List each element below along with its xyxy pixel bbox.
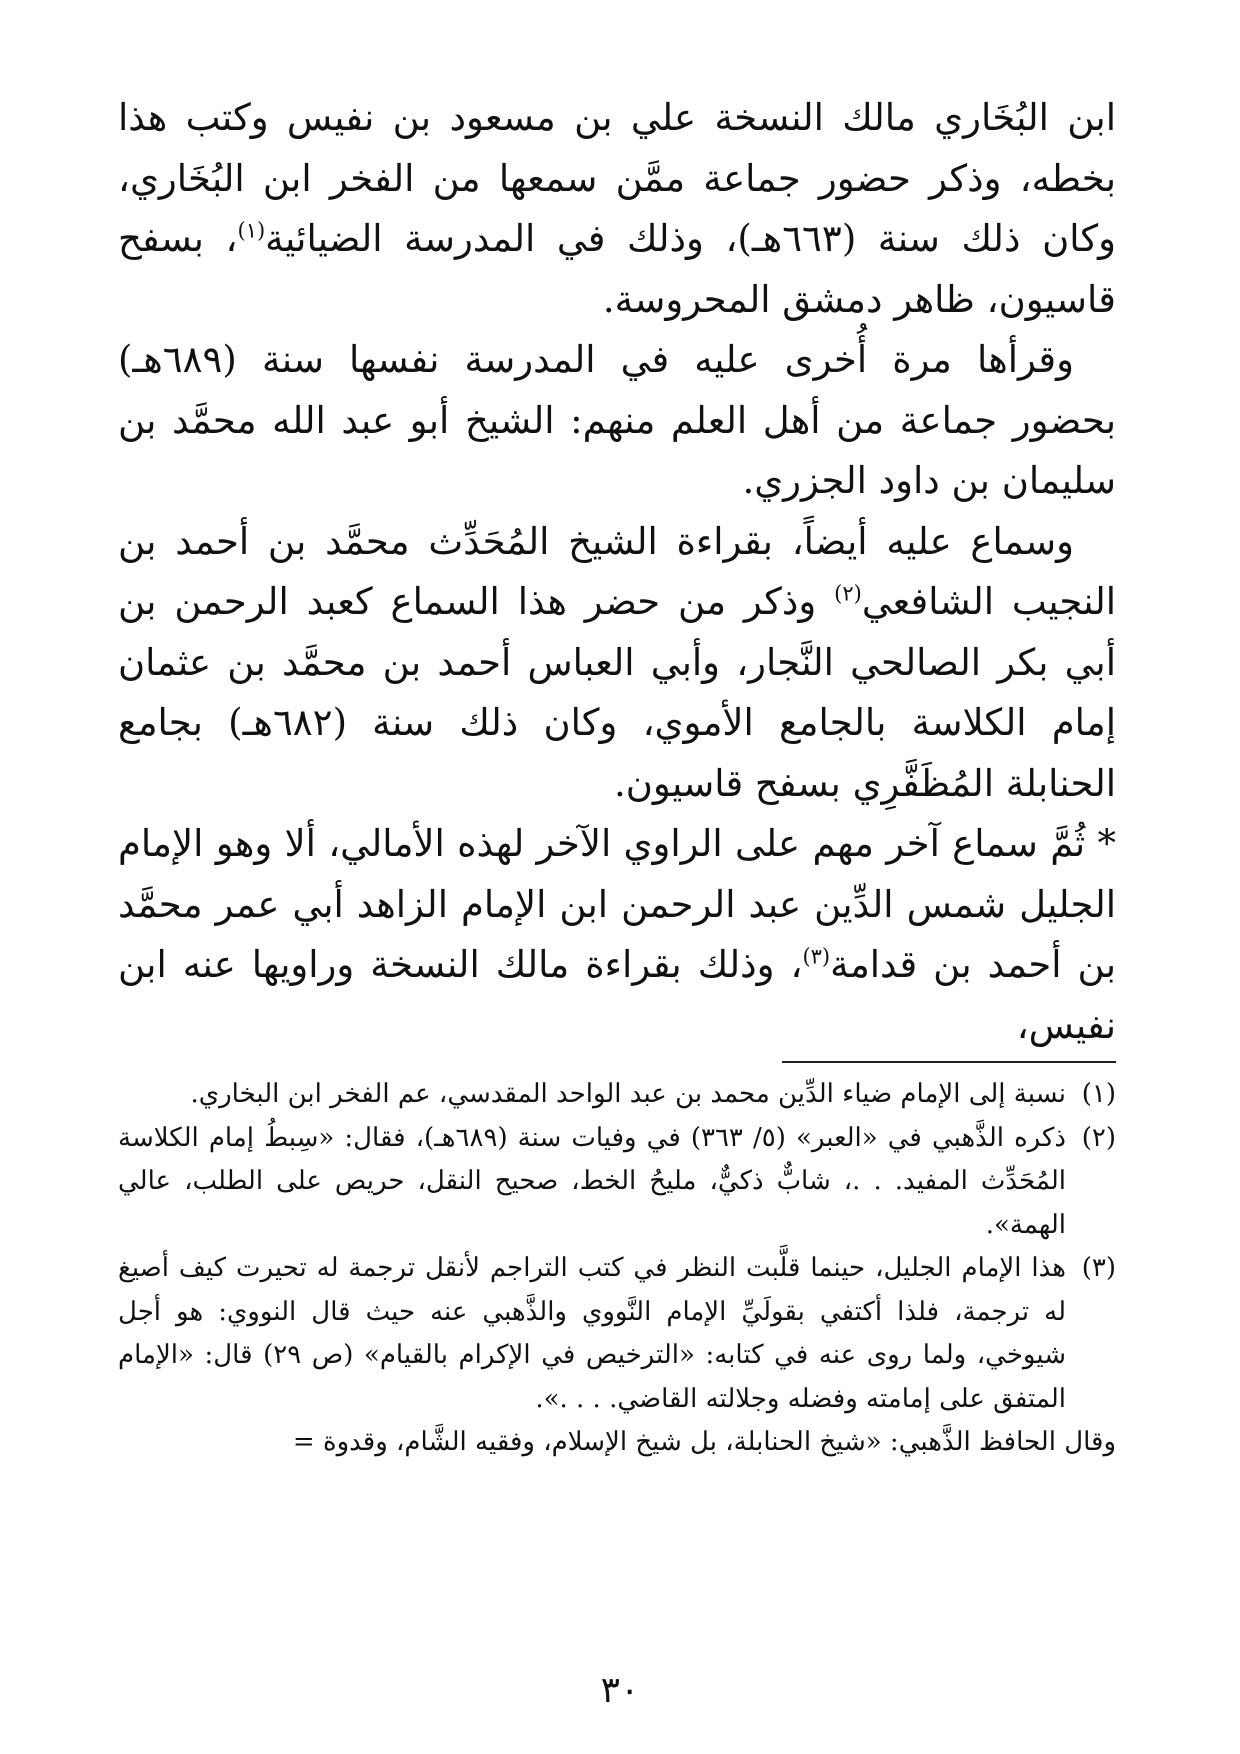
footnote-1 xyxy=(118,1073,1116,1117)
footnote-1-number: (١) xyxy=(1081,1079,1116,1109)
footnote-2-text: ذكره الذَّهبي في «العبر» (٥/ ٣٦٣) في وفيات سنة (٦٨٩هـ)، فقال: «سِبطُ إمام الكلاسة المُحَدِّث المفيد. . .، شابٌّ ذكيٌّ، مليحُ الخط، صحيح النقل، حريص على الطلب، عالي الهمة». xyxy=(118,1122,1066,1240)
footnote-2-number: (٢) xyxy=(1081,1122,1116,1153)
paragraph-4-after: ، وذلك بقراءة مالك النسخة وراويها عنه ابن نفيس، xyxy=(118,943,1116,1047)
paragraph-2-text: وقرأها مرة أُخرى عليه في المدرسة نفسها سنة (٦٨٩هـ) بحضور جماعة من أهل العلم منهم: الشيخ أبو عبد الله محمَّد بن سليمان بن داود الجزري. xyxy=(118,338,1116,502)
paragraph-4 xyxy=(118,814,1116,1056)
footnote-3-number: (٣) xyxy=(1081,1253,1116,1283)
paragraph-3-after: وذكر من حضر هذا السماع كعبد الرحمن بن أبي بكر الصالحي النَّجار، وأبي العباس أحمد بن محمَّد بن عثمان إمام الكلاسة بالجامع الأموي، وكان ذلك سنة (٦٨٢هـ) بجامع الحنابلة المُظَفَّرِي بسفح قاسيون. xyxy=(118,580,1117,805)
footnote-ref-2: (٢) xyxy=(834,581,862,606)
footnote-1-text: نسبة إلى الإمام ضياء الدِّين محمد بن عبد الواحد المقدسي، عم الفخر ابن البخاري. xyxy=(190,1079,1066,1109)
paragraph-2 xyxy=(118,330,1116,512)
paragraph-3-text: وسماع عليه أيضاً، بقراءة الشيخ المُحَدِّث محمَّد بن أحمد بن النجيب الشافعي xyxy=(118,519,1116,623)
footnote-divider xyxy=(782,1061,1116,1063)
paragraph-3 xyxy=(118,512,1116,815)
footnote-3 xyxy=(118,1247,1116,1421)
page-number: ٣٠ xyxy=(600,1670,640,1711)
paragraph-1-text: ابن البُخَاري مالك النسخة علي بن مسعود بن نفيس وكتب هذا بخطه، وذكر حضور جماعة ممَّن سمعها من الفخر ابن البُخَاري، وكان ذلك سنة (٦٦٣هـ)، وذلك في المدرسة الضيائية xyxy=(118,96,1116,260)
footnote-3-text: هذا الإمام الجليل، حينما قلَّبت النظر في كتب التراجم لأنقل ترجمة له تحيرت كيف أصيغ له ترجمة، فلذا أكتفي بقولَيِّ الإمام النَّووي والذَّهبي عنه حيث قال النووي: هو أجل شيوخي، ولما روى عنه في كتابه: «الترخيص في الإكرام بالقيام» (ص ٢٩) قال: «الإمام المتفق على إمامته وفضله وجلالته القاضي. . . .». xyxy=(118,1253,1066,1414)
footnotes xyxy=(118,1073,1116,1465)
paragraph-1 xyxy=(118,88,1116,330)
footnote-ref-1: (١) xyxy=(237,218,266,243)
main-text xyxy=(118,88,1116,1056)
footnote-3-continuation: وقال الحافظ الذَّهبي: «شيخ الحنابلة، بل شيخ الإسلام، وفقيه الشَّام، وقدوة = xyxy=(292,1427,1116,1457)
footnote-ref-3: (٣) xyxy=(802,944,831,969)
paragraph-4-text: * ثُمَّ سماع آخر مهم على الراوي الآخر لهذه الأمالي، ألا وهو الإمام الجليل شمس الدِّين عبد الرحمن ابن الإمام الزاهد أبي عمر محمَّد بن أحمد بن قدامة xyxy=(118,822,1117,986)
footnote-2 xyxy=(118,1117,1116,1248)
paragraph-1-after: ، بسفح قاسيون، ظاهر دمشق المحروسة. xyxy=(118,217,1116,321)
